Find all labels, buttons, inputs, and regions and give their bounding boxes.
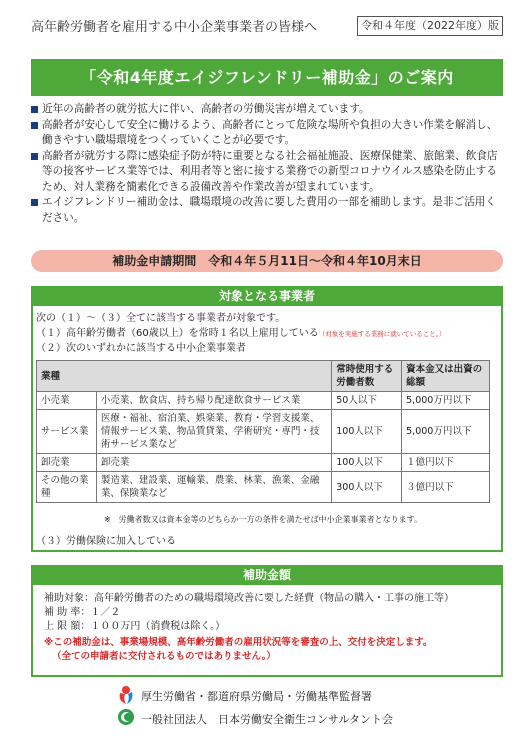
table-row xyxy=(37,454,490,472)
row-capital: １億円以下 xyxy=(402,454,490,472)
title-banner: 「令和4年度エイジフレンドリー補助金」のご案内 xyxy=(31,59,503,96)
intro-item: 近年の高齢者の就労拡大に伴い、高齢者の労働災害が増えています。 xyxy=(31,102,503,118)
row-detail: 卸売業 xyxy=(96,454,331,472)
intro-item: 高齢者が就労する際に感染症予防が特に重要となる社会福祉施設、医療保健業、旅館業、飲食店等の接客サービス業等では、利用者等と密に接する業務での新型コロナウイルス感染を防止するため、対人業務を簡素化できる設備改善や作業改善が望まれています。 xyxy=(31,149,503,196)
subsidy-limit: 上 限 額：１００万円（消費税は除く。） xyxy=(44,621,226,632)
row-category: 小売業 xyxy=(37,392,97,410)
table-row xyxy=(37,410,490,454)
row-capital: ３億円以下 xyxy=(402,472,490,503)
mhlw-logo-icon xyxy=(117,683,135,705)
intro-list xyxy=(31,102,503,226)
row-category: 卸売業 xyxy=(37,454,97,472)
table-row xyxy=(37,472,490,503)
eligible-heading: 対象となる事業者 xyxy=(31,286,503,306)
row-workers: 50人以下 xyxy=(332,392,402,410)
table-row xyxy=(37,392,490,410)
subsidy-target: 補助対象：高年齢労働者のための職場環境改善に要した経費（物品の購入・工事の施工等） xyxy=(44,593,454,604)
row-detail: 医療・福祉、宿泊業、娯楽業、教育・学習支援業、情報サービス業、物品賃貸業、学術研究・専門・技術サービス業など xyxy=(96,410,331,454)
row-detail: 製造業、建設業、運輸業、農業、林業、漁業、金融業、保険業など xyxy=(96,472,331,503)
subsidy-warning-note: （全ての申請者に交付されるものではありません。） xyxy=(52,651,276,662)
table-footnote: ※ 労働者数又は資本金等のどちらか一方の条件を満たせば中小企業事業者となります。 xyxy=(103,515,423,524)
audience-text: 高年齢労働者を雇用する中小企業事業者の皆様へ xyxy=(31,20,318,35)
bullet-square-icon xyxy=(31,153,38,160)
intro-item: エイジフレンドリー補助金は、職場環境の改善に要した費用の一部を補助します。是非ご活用ください。 xyxy=(31,195,503,226)
header-capital: 資本金又は出資の総額 xyxy=(402,361,490,392)
row-workers: 100人以下 xyxy=(332,410,402,454)
condition-1-note: （対象を実施する業務に就いていること。） xyxy=(318,330,446,338)
subsidy-heading: 補助金額 xyxy=(31,565,503,585)
sme-table xyxy=(36,360,490,503)
row-workers: 100人以下 xyxy=(332,454,402,472)
row-detail: 小売業、飲食店、持ち帰り配達飲食サービス業 xyxy=(96,392,331,410)
subsidy-rate: 補 助 率：１／２ xyxy=(44,607,121,618)
row-category: その他の業種 xyxy=(37,472,97,503)
subsidy-warning: ※この補助金は、事業場規模、高年齢労働者の雇用状況等を審査の上、交付を決定します。 xyxy=(44,637,433,648)
bullet-square-icon xyxy=(31,106,38,113)
association-name: 一般社団法人 日本労働安全衛生コンサルタント会 xyxy=(141,713,394,726)
ministry-name: 厚生労働省・都道府県労働局・労働基準監督署 xyxy=(141,690,372,703)
bullet-square-icon xyxy=(31,199,38,206)
bullet-square-icon xyxy=(31,122,38,129)
header-industry: 業種 xyxy=(37,361,332,392)
fiscal-year-box: 令和４年度（2022年度）版 xyxy=(357,16,503,36)
row-capital: 5,000万円以下 xyxy=(402,392,490,410)
eligible-condition-2: （２）次のいずれかに該当する中小企業事業者 xyxy=(36,343,246,354)
intro-item: 高齢者が安心して安全に働けるよう、高齢者にとって危険な場所や負担の大きい作業を解消し、働きやすい職場環境をつくっていくことが必要です。 xyxy=(31,118,503,149)
eligible-condition-3: （３）労働保険に加入している xyxy=(36,536,176,547)
eligible-intro: 次の（１）〜（３）全てに該当する事業者が対象です。 xyxy=(36,313,286,324)
application-period: 補助金申請期間 令和４年５月11日〜令和４年10月末日 xyxy=(31,250,503,272)
header-workers: 常時使用する労働者数 xyxy=(332,361,402,392)
row-workers: 300人以下 xyxy=(332,472,402,503)
eligible-condition-1: （１）高年齢労働者（60歳以上）を常時１名以上雇用している（対象を実施する業務に就いていること。） xyxy=(36,328,446,339)
table-header-row xyxy=(37,361,490,392)
consultant-association-logo-icon xyxy=(117,708,135,726)
row-category: サービス業 xyxy=(37,410,97,454)
row-capital: 5,000万円以下 xyxy=(402,410,490,454)
